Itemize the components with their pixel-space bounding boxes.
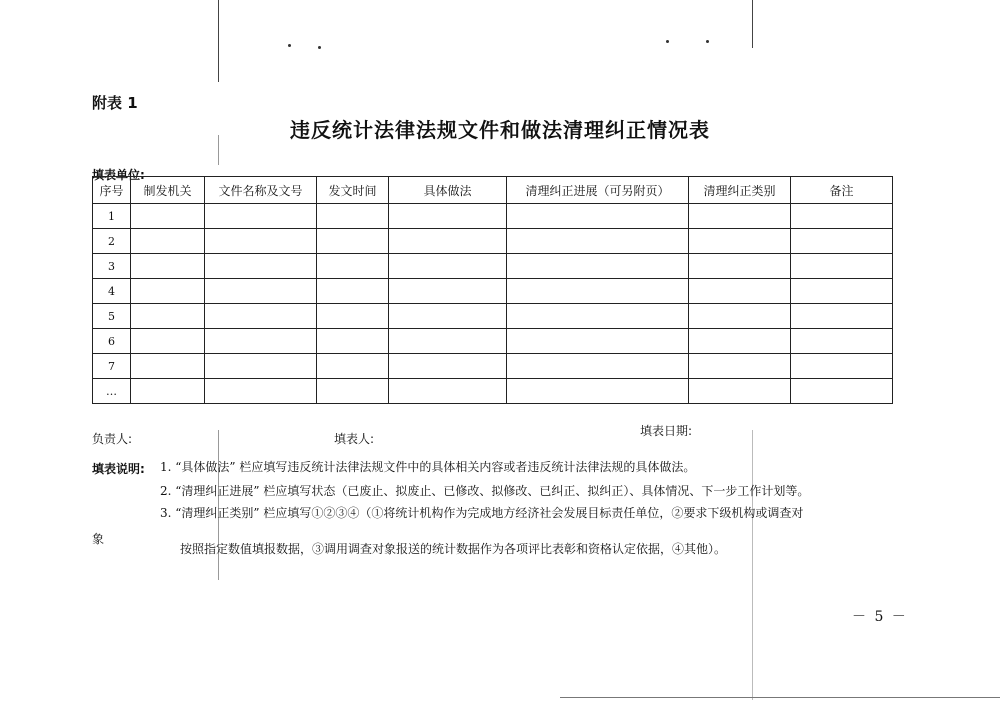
cell-category[interactable]	[689, 279, 791, 304]
cell-specific-practice[interactable]	[389, 204, 507, 229]
row-number: 5	[93, 304, 131, 329]
cell-issuing-authority[interactable]	[131, 329, 205, 354]
table-row	[93, 229, 893, 254]
row-number: …	[93, 379, 131, 404]
cell-category[interactable]	[689, 329, 791, 354]
cell-issuing-authority[interactable]	[131, 304, 205, 329]
instruction-item-3-continued: 按照指定数值填报数据，③调用调查对象报送的统计数据作为各项评比表彰和资格认定依据，④其他）。	[180, 542, 727, 556]
cell-document-name[interactable]	[205, 304, 317, 329]
cell-specific-practice[interactable]	[389, 254, 507, 279]
cell-document-name[interactable]	[205, 379, 317, 404]
cell-remarks[interactable]	[791, 304, 893, 329]
table-row	[93, 254, 893, 279]
cell-issue-date[interactable]	[317, 354, 389, 379]
column-header-progress: 清理纠正进展（可另附页）	[507, 177, 689, 204]
binding-line-left	[218, 0, 219, 82]
cell-remarks[interactable]	[791, 329, 893, 354]
filler-label: 填表人:	[334, 432, 375, 446]
column-header-document-name: 文件名称及文号	[205, 177, 317, 204]
cell-document-name[interactable]	[205, 254, 317, 279]
page-number: － 5 －	[852, 609, 908, 625]
cell-document-name[interactable]	[205, 279, 317, 304]
cell-specific-practice[interactable]	[389, 329, 507, 354]
cell-issuing-authority[interactable]	[131, 379, 205, 404]
cell-issue-date[interactable]	[317, 379, 389, 404]
scan-speck	[288, 44, 291, 47]
cell-issuing-authority[interactable]	[131, 229, 205, 254]
cell-progress[interactable]	[507, 229, 689, 254]
table-header-row	[93, 177, 893, 204]
table-row	[93, 354, 893, 379]
instruction-item-3: 3. “清理纠正类别” 栏应填写①②③④（①将统计机构作为完成地方经济社会发展目标责任单位，②要求下级机构或调查对	[160, 506, 804, 520]
scan-speck	[318, 46, 321, 49]
row-number: 4	[93, 279, 131, 304]
table-row	[93, 379, 893, 404]
cell-issuing-authority[interactable]	[131, 204, 205, 229]
table-row	[93, 329, 893, 354]
column-header-issuing-authority: 制发机关	[131, 177, 205, 204]
cell-category[interactable]	[689, 304, 791, 329]
cell-issue-date[interactable]	[317, 329, 389, 354]
column-header-issue-date: 发文时间	[317, 177, 389, 204]
document-title: 违反统计法律法规文件和做法清理纠正情况表	[290, 118, 710, 142]
cell-progress[interactable]	[507, 304, 689, 329]
scan-speck	[666, 40, 669, 43]
cell-issue-date[interactable]	[317, 254, 389, 279]
cell-document-name[interactable]	[205, 354, 317, 379]
fill-date-label: 填表日期:	[640, 424, 693, 438]
cell-issue-date[interactable]	[317, 229, 389, 254]
cell-progress[interactable]	[507, 204, 689, 229]
binding-line-right-lower	[752, 430, 753, 700]
cell-specific-practice[interactable]	[389, 229, 507, 254]
table-row	[93, 279, 893, 304]
column-header-specific-practice: 具体做法	[389, 177, 507, 204]
row-number: 2	[93, 229, 131, 254]
cell-category[interactable]	[689, 229, 791, 254]
instruction-item-2: 2. “清理纠正进展” 栏应填写状态（已废止、拟废止、已修改、拟修改、已纠正、拟纠正）、具体情况、下一步工作计划等。	[160, 484, 810, 498]
attachment-label: 附表 1	[92, 94, 138, 112]
cell-category[interactable]	[689, 204, 791, 229]
cell-progress[interactable]	[507, 254, 689, 279]
row-number: 6	[93, 329, 131, 354]
instructions-heading: 填表说明:	[92, 462, 145, 476]
row-number: 7	[93, 354, 131, 379]
cell-issue-date[interactable]	[317, 204, 389, 229]
table-row	[93, 204, 893, 229]
cell-specific-practice[interactable]	[389, 354, 507, 379]
cell-progress[interactable]	[507, 279, 689, 304]
cell-remarks[interactable]	[791, 204, 893, 229]
cell-document-name[interactable]	[205, 204, 317, 229]
column-header-category: 清理纠正类别	[689, 177, 791, 204]
column-header-remarks: 备注	[791, 177, 893, 204]
cell-specific-practice[interactable]	[389, 279, 507, 304]
cell-remarks[interactable]	[791, 354, 893, 379]
cell-category[interactable]	[689, 379, 791, 404]
cell-category[interactable]	[689, 254, 791, 279]
binding-line-right	[752, 0, 753, 48]
cell-issuing-authority[interactable]	[131, 354, 205, 379]
instruction-item-3-wrap: 象	[92, 532, 105, 546]
bottom-edge-line	[560, 697, 1000, 698]
cell-remarks[interactable]	[791, 229, 893, 254]
row-number: 3	[93, 254, 131, 279]
cell-progress[interactable]	[507, 354, 689, 379]
cell-progress[interactable]	[507, 329, 689, 354]
cell-category[interactable]	[689, 354, 791, 379]
cell-specific-practice[interactable]	[389, 379, 507, 404]
row-number: 1	[93, 204, 131, 229]
cell-remarks[interactable]	[791, 279, 893, 304]
cell-remarks[interactable]	[791, 254, 893, 279]
cell-remarks[interactable]	[791, 379, 893, 404]
filling-unit-label: 填表单位:	[92, 168, 145, 182]
instruction-item-1: 1. “具体做法” 栏应填写违反统计法律法规文件中的具体相关内容或者违反统计法律法规的具体做法。	[160, 460, 696, 474]
rectification-table	[92, 176, 893, 404]
cell-issue-date[interactable]	[317, 279, 389, 304]
cell-document-name[interactable]	[205, 329, 317, 354]
column-header-seq: 序号	[93, 177, 131, 204]
table-row	[93, 304, 893, 329]
cell-issue-date[interactable]	[317, 304, 389, 329]
responsible-person-label: 负责人:	[92, 432, 133, 446]
cell-document-name[interactable]	[205, 229, 317, 254]
cell-progress[interactable]	[507, 379, 689, 404]
cell-specific-practice[interactable]	[389, 304, 507, 329]
cell-issuing-authority[interactable]	[131, 254, 205, 279]
cell-issuing-authority[interactable]	[131, 279, 205, 304]
scan-speck	[706, 40, 709, 43]
